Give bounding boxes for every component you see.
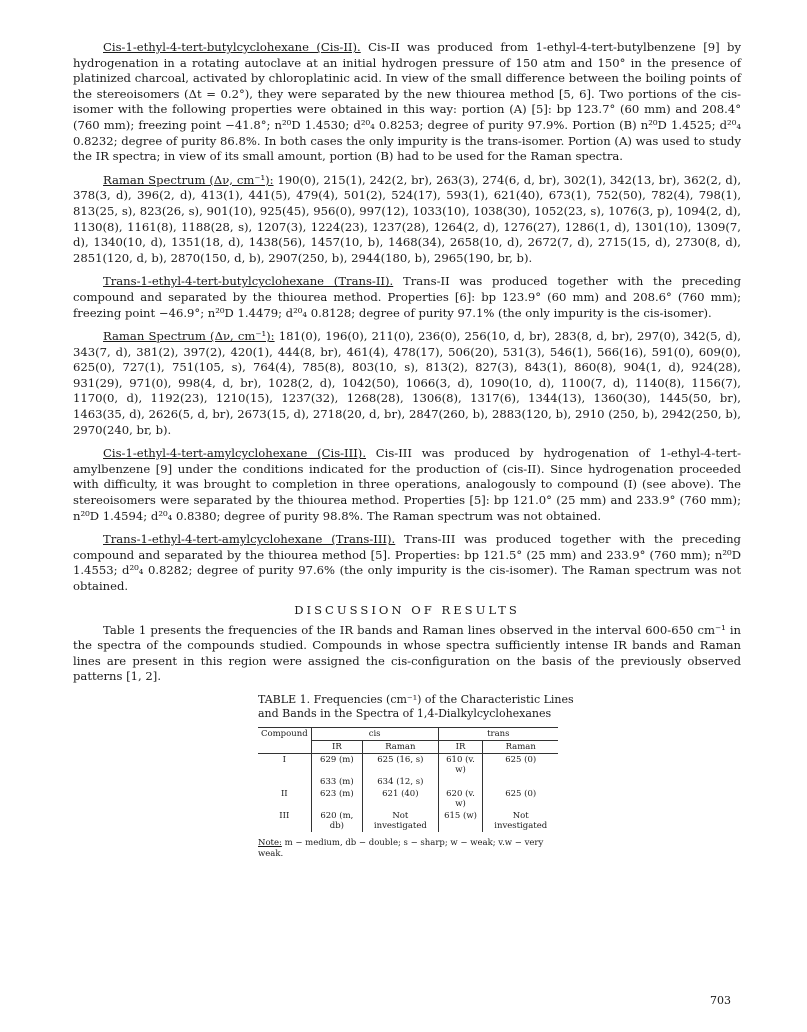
cell-trans-raman <box>483 776 558 788</box>
paragraph-text: 181(0), 196(0), 211(0), 236(0), 256(10, d, br), 283(8, d, br), 297(0), 342(5, d), 343(7, d), 381(2), 397(2), 420(1), 444(8, br), 461(4), 478(17), 506(20), 531(3), 546(1), 566(16), 591(0), 609(0), 625(0), 727(1), 751(105, s), 764(4), 785(8), 803(10, s), 813(2), 827(3), 843(1), 860(8), 904(1, d), 924(28), 931(29), 971(0), 998(4, d, br), 1028(2, d), 1042(50), 1066(3, d), 1090(10, d), 1100(7, d), 1140(8), 1156(7), 1170(0, d), 1192(23), 1210(15), 1237(32), 1268(28), 1306(8), 1317(6), 1344(13), 1360(30), 1445(50, br), 1463(35, d), 2626(5, d, br), 2673(15, d), 2718(20, d, br), 2847(260, b), 2883(120, b), 2910 (250, b), 2942(250, b), 2970(240, br, b). <box>73 329 741 437</box>
cell-trans-raman: 625 (0) <box>483 788 558 810</box>
compound-title: Cis-1-ethyl-4-tert-amylcyclohexane (Cis-III). <box>103 446 367 461</box>
header-trans-ir: IR <box>438 740 483 753</box>
compound-title: Trans-1-ethyl-4-tert-amylcyclohexane (Trans-III). <box>103 532 396 547</box>
table-1 <box>258 693 578 860</box>
table-row <box>258 776 558 788</box>
header-compound: Compound <box>258 727 311 753</box>
header-cis: cis <box>311 727 438 740</box>
paragraph-trans-iii <box>73 532 741 594</box>
table-row <box>258 810 558 832</box>
raman-title: Raman Spectrum (Δν, cm⁻¹): <box>103 172 274 187</box>
compound-title: Cis-1-ethyl-4-tert-butylcyclohexane (Cis-II). <box>103 40 361 54</box>
cell-cis-raman: 621 (40) <box>363 788 439 810</box>
paragraph-cis-ii <box>73 40 741 165</box>
header-trans: trans <box>438 727 558 740</box>
table-note <box>258 838 558 860</box>
cell-trans-ir: 610 (v. w) <box>438 753 483 776</box>
paragraph-raman-trans-ii <box>73 329 741 438</box>
paragraph-text: Cis-II was produced from 1-ethyl-4-tert-butylbenzene [9] by hydrogenation in a rotating autoclave at an initial hydrogen pressure of 150 atm and 150° in the presence of platinized charcoal, activated by chloroplatinic acid. In view of the small difference between the boiling points of the stereoisomers (Δt = 0.2°), they were separated by the new thiourea method [5, 6]. Two portions of the cis-isomer with the following properties were obtained in this way: portion (A) [5]: bp 123.7° (60 mm) and 208.4° (760 mm); freezing point −41.8°; n²⁰D 1.4530; d²⁰₄ 0.8253; degree of purity 97.9%. Portion (B) n²⁰D 1.4525; d²⁰₄ 0.8232; degree of purity 86.8%. In both cases the only impurity is the trans-isomer. Portion (A) was used to study the IR spectra; in view of its small amount, portion (B) had to be used for the Raman spectra. <box>73 40 741 164</box>
cell-trans-raman: 625 (0) <box>483 753 558 776</box>
cell-trans-ir: 620 (v. w) <box>438 788 483 810</box>
header-trans-raman: Raman <box>483 740 558 753</box>
cell-cis-ir: 633 (m) <box>311 776 362 788</box>
cell-compound <box>258 776 311 788</box>
section-heading: DISCUSSION OF RESULTS <box>294 602 520 617</box>
header-cis-raman: Raman <box>363 740 439 753</box>
cell-cis-ir: 629 (m) <box>311 753 362 776</box>
table-row <box>258 753 558 776</box>
table-row <box>258 788 558 810</box>
cell-trans-raman: Not investigated <box>483 810 558 832</box>
paragraph-text: Trans-II was produced together with the preceding compound and separated by the thiourea method. Properties [6]: bp 123.9° (60 mm) and 208.6° (760 mm); freezing point −46.9°; n²⁰D 1.4479; d²⁰₄ 0.8128; degree of purity 97.1% (the only impurity is the cis-isomer). <box>73 274 741 320</box>
paragraph-text: 190(0), 215(1), 242(2, br), 263(3), 274(6, d, br), 302(1), 342(13, br), 362(2, d), 378(3, d), 396(2, d), 413(1), 441(5), 479(4), 501(2), 524(17), 593(1), 621(40), 673(1), 752(50), 782(4), 798(1), 813(25, s), 823(26, s), 901(10), 925(45), 956(0), 997(12), 1033(10), 1038(30), 1052(23, s), 1076(3, p), 1094(2, d), 1130(8), 1161(8), 1188(28, s), 1207(3), 1224(23), 1237(28), 1264(2, d), 1276(27), 1286(1, d), 1301(10), 1309(7, d), 1340(10, d), 1351(18, d), 1438(56), 1457(10, b), 1468(34), 2658(10, d), 2672(7, d), 2715(15, d), 2730(8, d), 2851(120, d, b), 2870(150, d, b), 2907(250, b), 2944(180, b), 2965(190, br, b). <box>73 172 742 265</box>
document-page <box>73 40 741 860</box>
paragraph-text: Cis-III was produced by hydrogenation of 1-ethyl-4-tert-amylbenzene [9] under the conditions indicated for the production of (cis-II). Since hydrogenation proceeded with difficulty, it was brought to completion in three operations, analogously to compound (I) (see above). The stereoisomers were separated by the thiourea method. Properties [5]: bp 121.0° (25 mm) and 233.9° (760 mm); n²⁰D 1.4594; d²⁰₄ 0.8380; degree of purity 98.8%. The Raman spectrum was not obtained. <box>73 446 741 523</box>
raman-title: Raman Spectrum (Δν, cm⁻¹): <box>103 329 275 344</box>
cell-compound: I <box>282 754 286 765</box>
note-text: m − medium, db − double; s − sharp; w − weak; v.w − very weak. <box>258 837 544 859</box>
paragraph-raman-cis-ii <box>73 173 741 267</box>
paragraph-trans-ii <box>73 274 741 321</box>
note-label: Note: <box>258 837 282 848</box>
cell-compound: III <box>279 810 290 821</box>
cell-cis-ir: 623 (m) <box>311 788 362 810</box>
cell-cis-raman: 634 (12, s) <box>363 776 439 788</box>
cell-trans-ir <box>438 776 483 788</box>
cell-trans-ir: 615 (w) <box>438 810 483 832</box>
paragraph-discussion: Table 1 presents the frequencies of the IR bands and Raman lines observed in the interval 600-650 cm⁻¹ in the spectra of the compounds studied. Compounds in whose spectra sufficiently intense IR bands and Raman lines are present in this region were assigned the cis-configuration on the basis of the previously observed patterns [1, 2]. <box>73 622 741 684</box>
compound-title: Trans-1-ethyl-4-tert-butylcyclohexane (Trans-II). <box>103 274 394 289</box>
cell-cis-raman: 625 (16, s) <box>363 753 439 776</box>
page-number: 703 <box>710 994 731 1007</box>
cell-cis-ir: 620 (m, db) <box>311 810 362 832</box>
table-caption: TABLE 1. Frequencies (cm⁻¹) of the Characteristic Lines and Bands in the Spectra of 1,4-Dialkylcyclohexanes <box>258 692 574 720</box>
header-cis-ir: IR <box>311 740 362 753</box>
frequency-table <box>258 727 558 832</box>
paragraph-cis-iii <box>73 446 741 524</box>
paragraph-text: Trans-III was produced together with the preceding compound and separated by the thiourea method [5]. Properties: bp 121.5° (25 mm) and 233.9° (760 mm); n²⁰D 1.4553; d²⁰₄ 0.8282; degree of purity 97.6% (the only impurity is the cis-isomer). The Raman spectrum was not obtained. <box>73 532 741 593</box>
cell-cis-raman: Not investigated <box>363 810 439 832</box>
cell-compound: II <box>280 788 288 799</box>
